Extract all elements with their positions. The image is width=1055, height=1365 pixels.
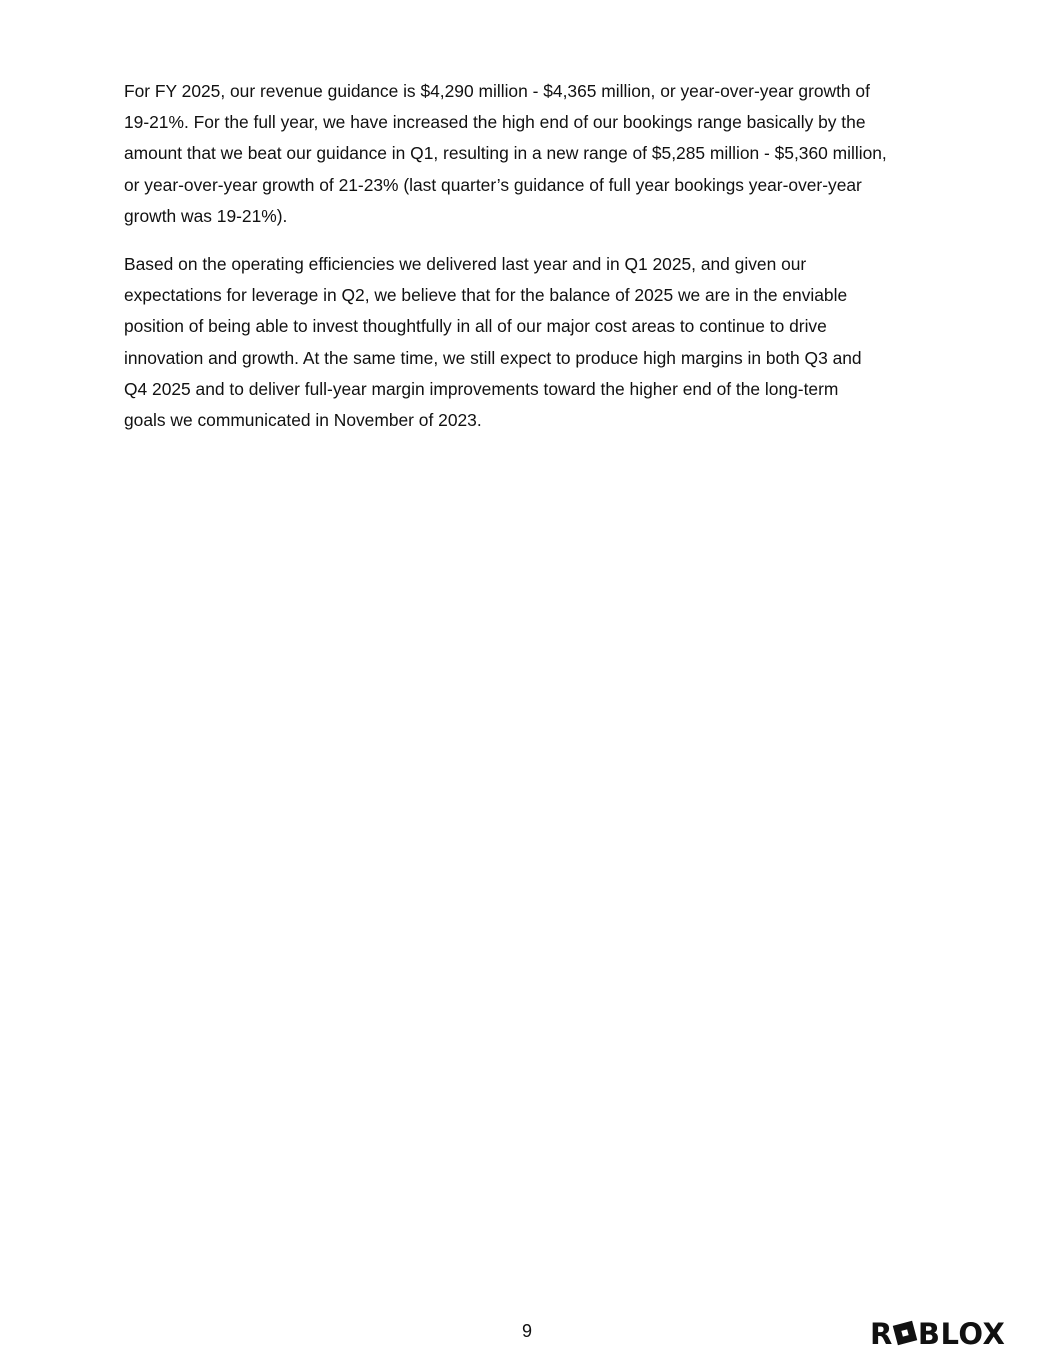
paragraph-line: Q4 2025 and to deliver full-year margin improvements toward the higher end of the long-term xyxy=(124,378,839,399)
paragraph-line: expectations for leverage in Q2, we believe that for the balance of 2025 we are in the enviable xyxy=(124,285,848,306)
paragraph-line: 19-21%. For the full year, we have increased the high end of our bookings range basically by the xyxy=(124,112,866,133)
document-body xyxy=(124,76,944,453)
paragraph-line: For FY 2025, our revenue guidance is $4,290 million - $4,365 million, or year-over-year growth of xyxy=(124,81,870,101)
logo-letter-r: R xyxy=(870,1317,893,1351)
paragraph-line: position of being able to invest thoughtfully in all of our major cost areas to continue to drive xyxy=(124,316,827,337)
page-number: 9 xyxy=(521,1321,532,1341)
roblox-logo xyxy=(870,1317,1006,1351)
logo-letters-blox: BLOX xyxy=(917,1317,1006,1351)
paragraph-line: goals we communicated in November of 2023. xyxy=(124,410,482,431)
paragraph-guidance xyxy=(124,76,944,232)
paragraph-efficiencies xyxy=(124,249,944,436)
paragraph-line: innovation and growth. At the same time, we still expect to produce high margins in both Q3 and xyxy=(124,347,862,368)
paragraph-line: Based on the operating efficiencies we delivered last year and in Q1 2025, and given our xyxy=(124,254,807,275)
paragraph-line: growth was 19-21%). xyxy=(124,205,288,226)
paragraph-line: or year-over-year growth of 21-23% (last quarter’s guidance of full year bookings year-over-year xyxy=(124,174,862,195)
paragraph-line: amount that we beat our guidance in Q1, resulting in a new range of $5,285 million - $5,360 million, xyxy=(124,143,887,164)
roblox-tilted-square-icon xyxy=(893,1321,917,1345)
